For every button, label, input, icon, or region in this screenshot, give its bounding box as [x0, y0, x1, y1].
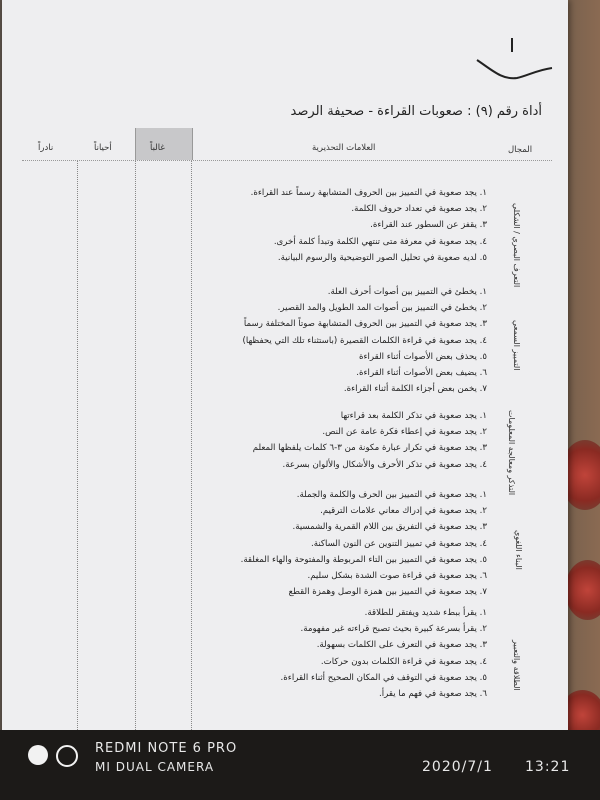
- list-item: ٢. يجد صعوبة في تعداد حروف الكلمة.: [351, 204, 487, 215]
- group-title-auditory: التمييز السمعي: [512, 319, 521, 371]
- column-divider: [191, 160, 192, 730]
- list-item: ٤. يجد صعوبة في قراءة الكلمات القصيرة (باستثناء تلك التي يحفظها): [242, 335, 487, 346]
- camera-logo-dot-icon: [28, 745, 48, 765]
- list-item: ١. يجد صعوبة في تذكر الكلمة بعد قراءتها: [340, 411, 487, 421]
- list-item: ٥. يجد صعوبة في التوقف في المكان الصحيح أثناء القراءة.: [280, 672, 487, 683]
- document-page: [2, 0, 568, 735]
- list-item: ٢. يجد صعوبة في إعطاء فكرة عامة عن النص.: [322, 427, 487, 438]
- group-title-language: البناء اللغوي: [514, 530, 523, 570]
- camera-logo-ring-icon: [56, 745, 78, 767]
- col-header-often: غالباً: [150, 143, 165, 153]
- col-header-sometimes: أحياناً: [94, 143, 112, 153]
- list-item: ٣. يجد صعوبة في التعرف على الكلمات بسهولة.: [316, 640, 487, 651]
- list-item: ١. يقرأ ببطء شديد ويفتقر للطلاقة.: [364, 608, 487, 618]
- column-divider: [77, 160, 78, 730]
- list-item: ٦. يجد صعوبة في فهم ما يقرأ.: [379, 689, 487, 700]
- list-item: ١. يجد صعوبة في التمييز بين الحرف والكلمة والجملة.: [296, 490, 487, 500]
- page-title: أداة رقم (٩) : صعوبات القراءة - صحيفة الرصد: [290, 104, 542, 119]
- list-item: ٣. يجد صعوبة في التمييز بين الحروف المتشابهة صوتاً المختلفة رسماً: [243, 319, 487, 330]
- list-item: ٦. يجد صعوبة في قراءة صوت الشدة بشكل سليم.: [307, 571, 487, 582]
- col-header-domain: المجال: [508, 145, 533, 155]
- watermark-time: 13:21: [525, 759, 571, 775]
- col-header-rarely: نادراً: [38, 143, 54, 153]
- group-title-memory: التذكر ومعالجة المعلومات: [507, 409, 516, 496]
- group-fluency: [202, 605, 487, 702]
- list-item: ٤. يجد صعوبة في معرفة متى تنتهي الكلمة وتبدأ كلمة أخرى.: [273, 236, 487, 247]
- group-auditory: [202, 284, 487, 397]
- column-divider: [135, 160, 136, 730]
- pen-scribble: [472, 30, 562, 90]
- list-item: ٧. يجد صعوبة في التمييز بين همزة الوصل وهمزة القطع: [288, 587, 487, 598]
- group-title-fluency: الطلاقة والتعبير: [512, 639, 521, 691]
- list-item: ٤. يجد صعوبة في قراءة الكلمات بدون حركات.: [320, 656, 487, 667]
- group-memory: [202, 408, 487, 473]
- header-divider: [22, 160, 552, 161]
- list-item: ٧. يخمن بعض أجزاء الكلمة أثناء القراءة.: [343, 384, 487, 395]
- watermark-device: REDMI NOTE 6 PRO: [95, 741, 238, 756]
- list-item: ١. يجد صعوبة في التمييز بين الحروف المتشابهة رسماً عند القراءة.: [250, 188, 487, 198]
- list-item: ٦. يضيف بعض الأصوات أثناء القراءة.: [356, 368, 487, 379]
- list-item: ٤. يجد صعوبة في تمييز التنوين عن النون الساكنة.: [310, 538, 487, 549]
- list-item: ٣. يجد صعوبة في تكرار عبارة مكونة من ٣-٦ كلمات يلفظها المعلم: [252, 443, 487, 454]
- photo-bottom-strip: [0, 730, 600, 800]
- list-item: ٥. لديه صعوبة في تحليل الصور التوضيحية والرسوم البيانية.: [277, 252, 487, 263]
- group-title-visual: التعرف البصري / الشكلي: [512, 202, 521, 288]
- watermark-camera: MI DUAL CAMERA: [95, 760, 215, 774]
- list-item: ٥. يحذف بعض الأصوات أثناء القراءة: [358, 351, 487, 362]
- list-item: ٥. يجد صعوبة في التمييز بين التاء المربوطة والمفتوحة والهاء المغلقة.: [240, 554, 487, 565]
- group-language: [202, 487, 487, 600]
- group-visual: [202, 185, 487, 266]
- col-header-indicators: العلامات التحذيرية: [312, 143, 376, 153]
- watermark-date: 2020/7/1: [422, 759, 493, 775]
- list-item: ٣. يجد صعوبة في التفريق بين اللام القمرية والشمسية.: [292, 522, 487, 533]
- list-item: ٢. يخطئ في التمييز بين أصوات المد الطويل والمد القصير.: [277, 303, 487, 314]
- list-item: ١. يخطئ في التمييز بين أصوات أحرف العلة.: [327, 287, 487, 297]
- list-item: ٢. يجد صعوبة في إدراك معاني علامات الترقيم.: [320, 506, 487, 517]
- list-item: ٣. يقفز عن السطور عند القراءة.: [370, 220, 487, 231]
- list-item: ٢. يقرأ بسرعة كبيرة بحيث تصبح قراءته غير مفهومة.: [300, 624, 487, 635]
- list-item: ٤. يجد صعوبة في تذكر الأحرف والأشكال والألوان بسرعة.: [282, 459, 487, 470]
